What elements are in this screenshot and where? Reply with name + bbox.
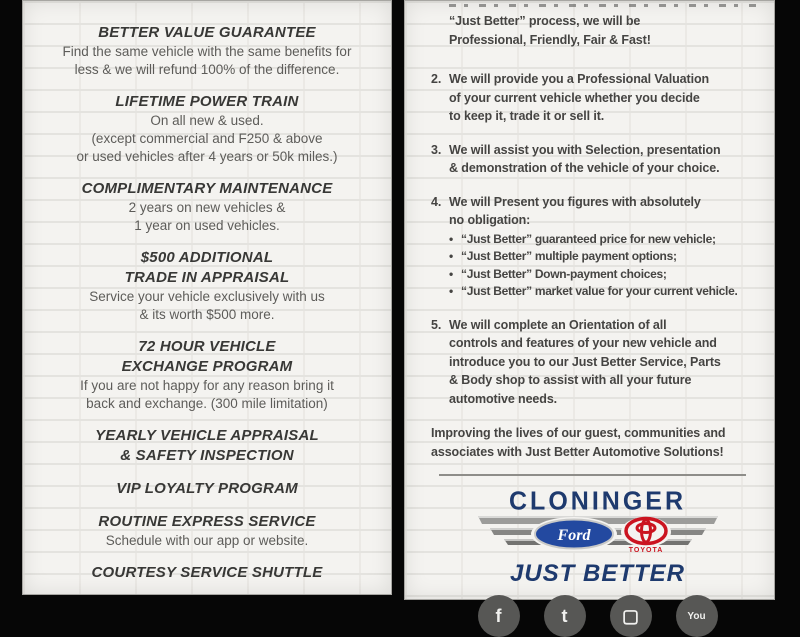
- benefit-heading: LIFETIME POWER TRAIN: [115, 93, 299, 110]
- benefit-text: or used vehicles after 4 years or 50k miles.): [76, 149, 338, 164]
- process-text: controls and features of your new vehicle and: [449, 336, 717, 350]
- mission-statement: [431, 424, 764, 461]
- process-text: We will provide you a Professional Valuation: [449, 72, 710, 86]
- benefit-text: Find the same vehicle with the same benefits for: [62, 44, 352, 59]
- mission-text: associates with Just Better Automotive Solutions!: [431, 444, 724, 459]
- benefit-text: back and exchange. (300 mile limitation): [86, 396, 328, 411]
- facebook-icon: f: [478, 595, 520, 637]
- cloninger-logo: [431, 488, 764, 587]
- process-text: We will Present you figures with absolutely: [449, 194, 701, 209]
- benefit-heading: BETTER VALUE GUARANTEE: [98, 24, 316, 41]
- benefit-heading: EXCHANGE PROGRAM: [121, 358, 293, 375]
- bullet-text: “Just Better” multiple payment options;: [461, 249, 677, 263]
- brand-wordmark: CLONINGER: [509, 486, 686, 516]
- bullet-item: [449, 266, 764, 284]
- bullet-item: [449, 248, 764, 266]
- process-text: no obligation:: [449, 213, 531, 227]
- benefit-text: 1 year on used vehicles.: [134, 218, 280, 233]
- process-text: We will complete an Orientation of all: [449, 317, 667, 332]
- process-panel: [404, 0, 775, 626]
- process-step-1-partial: [431, 12, 764, 49]
- process-text: of your current vehicle whether you decide: [449, 90, 700, 105]
- process-text: & demonstration of the vehicle of your choice.: [449, 161, 720, 175]
- benefit-heading: COMPLIMENTARY MAINTENANCE: [81, 180, 333, 197]
- benefit-text: If you are not happy for any reason bring it: [80, 378, 334, 393]
- just-better-tagline: JUST BETTER: [509, 560, 685, 587]
- process-text: automotive needs.: [449, 391, 558, 406]
- mission-text: Improving the lives of our guest, communities and: [431, 426, 726, 440]
- bullet-item: [449, 283, 764, 301]
- process-text: Professional, Friendly, Fair & Fast!: [449, 32, 651, 47]
- benefit-text: (except commercial and F250 & above: [91, 131, 323, 146]
- process-step-2: [431, 70, 764, 126]
- benefit-heading: 72 HOUR VEHICLE: [138, 338, 276, 355]
- cropped-text-remnant: [449, 4, 758, 7]
- step-number: 4.: [431, 194, 442, 209]
- youtube-icon: You: [676, 595, 718, 637]
- process-step-4: [431, 193, 764, 301]
- bullet-icon: •: [449, 266, 453, 281]
- toyota-label: TOYOTA: [628, 547, 663, 554]
- benefit-text: On all new & used.: [150, 113, 264, 128]
- process-text: We will assist you with Selection, presentation: [449, 142, 721, 157]
- process-step-5: [431, 316, 764, 409]
- benefit-trade-in-appraisal: [23, 248, 391, 324]
- process-text: “Just Better” process, we will be: [449, 14, 641, 28]
- benefit-heading: $500 ADDITIONAL: [140, 249, 274, 266]
- divider: [439, 474, 746, 476]
- no-obligation-bullets: [449, 231, 764, 301]
- bullet-icon: •: [449, 249, 453, 263]
- benefit-heading: & SAFETY INSPECTION: [120, 447, 294, 464]
- bullet-item: [449, 231, 764, 249]
- benefit-courtesy-shuttle: [23, 563, 391, 583]
- step-number: 2.: [431, 72, 442, 86]
- logo-wings-graphic: [474, 515, 722, 561]
- process-step-3: [431, 141, 764, 178]
- benefit-lifetime-powertrain: [23, 92, 391, 166]
- instagram-icon: ▢: [610, 595, 652, 637]
- benefit-exchange-program: [23, 337, 391, 413]
- ford-script-label: Ford: [557, 527, 590, 544]
- bullet-icon: •: [449, 284, 453, 298]
- social-icons-row: [431, 595, 764, 637]
- benefit-express-service: [23, 512, 391, 550]
- benefit-text: less & we will refund 100% of the difference.: [74, 62, 340, 77]
- bullet-icon: •: [449, 231, 453, 246]
- benefit-better-value: [23, 23, 391, 79]
- benefit-heading: TRADE IN APPRAISAL: [124, 269, 290, 286]
- benefit-heading: YEARLY VEHICLE APPRAISAL: [95, 427, 319, 444]
- benefits-list: [23, 1, 391, 583]
- benefit-text: & its worth $500 more.: [139, 307, 275, 322]
- process-text: introduce you to our Just Better Service, Parts: [449, 354, 721, 369]
- benefit-heading: COURTESY SERVICE SHUTTLE: [91, 564, 323, 581]
- benefit-heading: ROUTINE EXPRESS SERVICE: [98, 513, 316, 530]
- bullet-text: “Just Better” market value for your current vehicle.: [461, 284, 738, 298]
- benefit-text: 2 years on new vehicles &: [128, 200, 286, 215]
- benefit-heading: VIP LOYALTY PROGRAM: [116, 480, 298, 497]
- benefit-vip-loyalty: [23, 479, 391, 499]
- benefits-panel: [22, 0, 392, 595]
- benefit-complimentary-maintenance: [23, 179, 391, 235]
- process-text: to keep it, trade it or sell it.: [449, 109, 605, 123]
- benefit-text: Schedule with our app or website.: [105, 533, 309, 548]
- bullet-text: “Just Better” guaranteed price for new vehicle;: [461, 231, 716, 246]
- benefit-text: Service your vehicle exclusively with us: [89, 289, 325, 304]
- wing-stripe-highlight: [478, 516, 718, 518]
- twitter-icon: t: [544, 595, 586, 637]
- process-text: & Body shop to assist with all your future: [449, 373, 692, 387]
- bullet-text: “Just Better” Down-payment choices;: [461, 266, 667, 281]
- step-number: 5.: [431, 317, 442, 332]
- process-list: [405, 1, 774, 637]
- step-number: 3.: [431, 142, 442, 157]
- benefit-yearly-appraisal: [23, 426, 391, 466]
